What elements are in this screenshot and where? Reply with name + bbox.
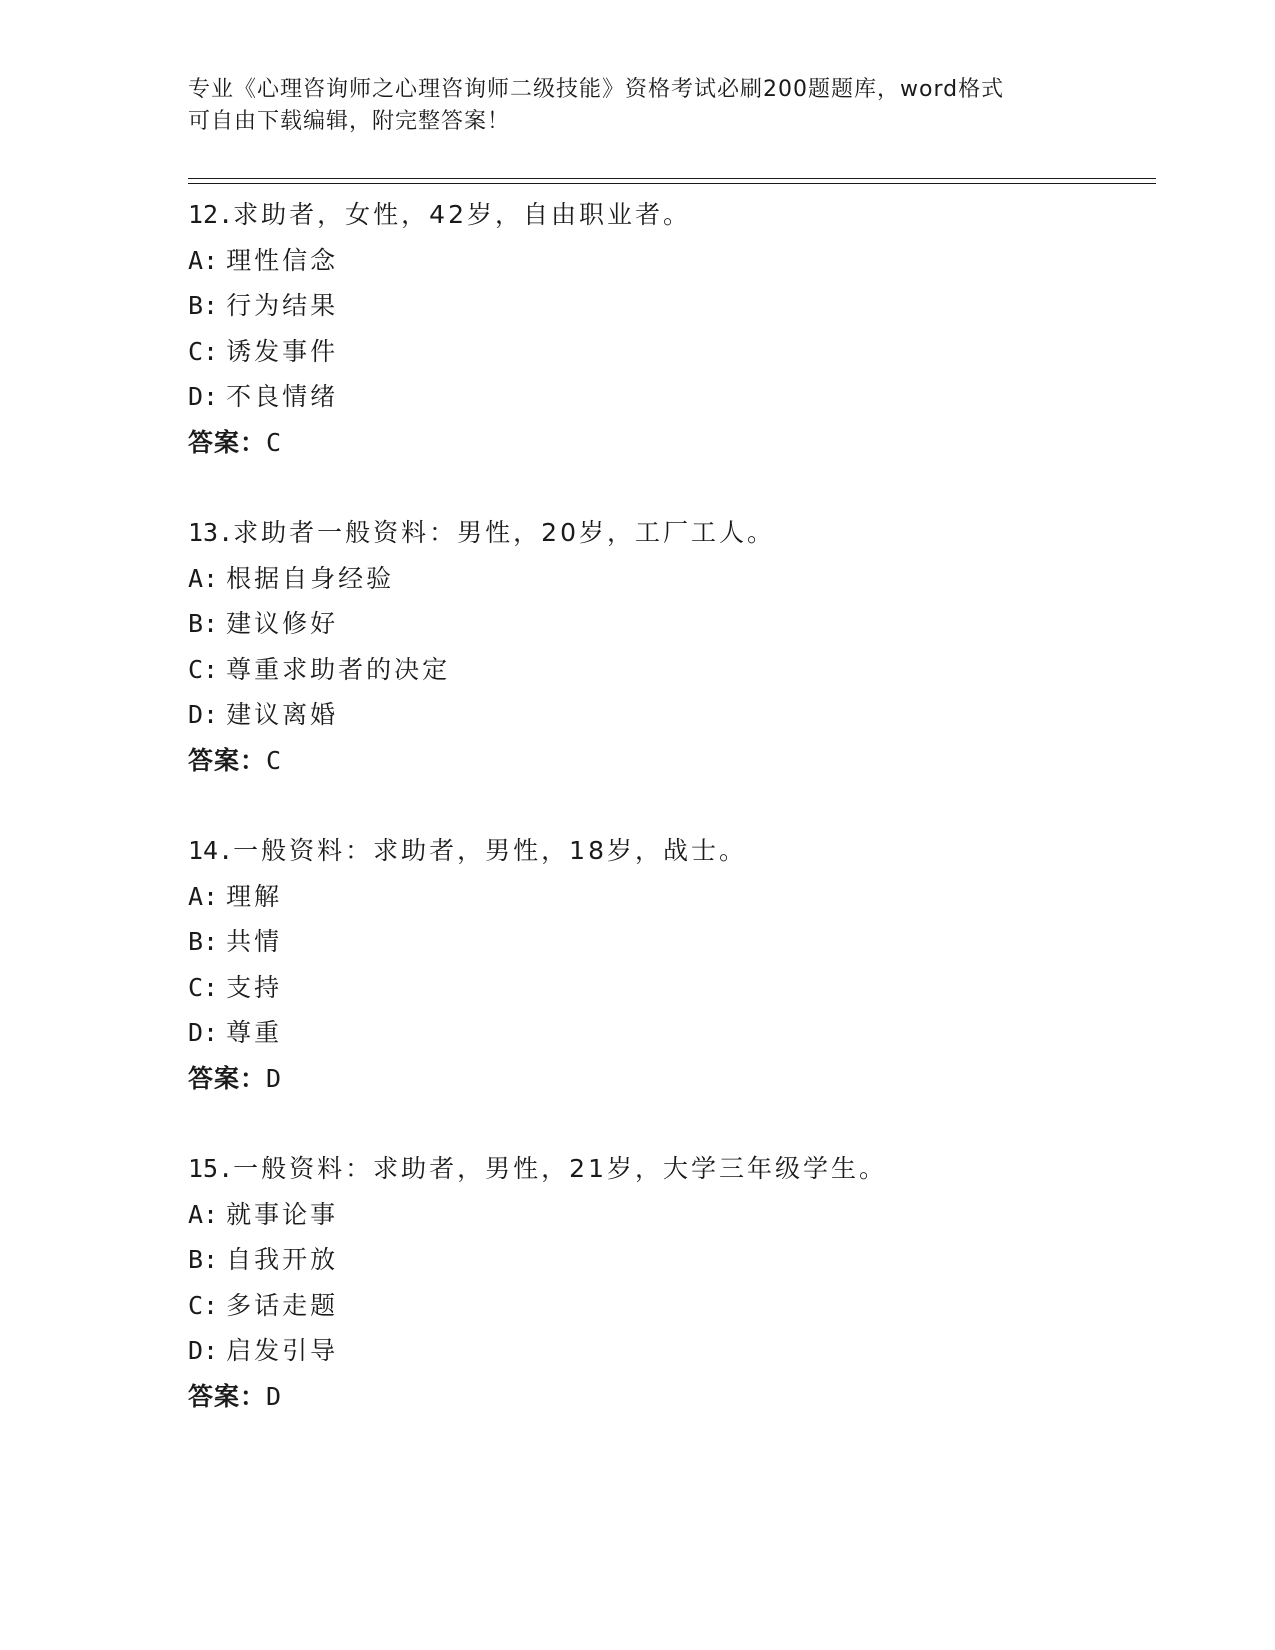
- question-stem: [188, 510, 1156, 556]
- option-a: [188, 874, 1156, 920]
- option-c: [188, 329, 1156, 375]
- option-d: [188, 374, 1156, 420]
- option-text: 尊重: [226, 1018, 283, 1047]
- option-b: [188, 601, 1156, 647]
- question-number: 15.: [188, 1154, 234, 1183]
- option-text: 自我开放: [226, 1245, 339, 1274]
- option-text: 就事论事: [226, 1199, 339, 1229]
- option-key: D:: [188, 1336, 219, 1365]
- question-stem: [188, 192, 1156, 238]
- answer-value: D: [266, 1063, 283, 1093]
- option-key: A:: [188, 881, 219, 911]
- question-15: [188, 1146, 1156, 1419]
- answer-value: C: [266, 745, 283, 775]
- question-13: [188, 510, 1156, 783]
- option-text: 建议离婚: [226, 700, 339, 729]
- option-text: 理性信念: [226, 245, 339, 275]
- option-a: [188, 556, 1156, 602]
- answer-value: C: [266, 427, 283, 457]
- option-text: 诱发事件: [226, 336, 339, 366]
- option-a: [188, 238, 1156, 284]
- question-stem: [188, 828, 1156, 874]
- question-list: [188, 192, 1156, 1464]
- option-c: [188, 647, 1156, 693]
- option-b: [188, 283, 1156, 329]
- header-divider: [188, 178, 1156, 184]
- question-text: 求助者一般资料：男性，20岁，工厂工人。: [233, 518, 775, 547]
- option-key: A:: [188, 563, 219, 593]
- answer-label: 答案：: [188, 1063, 267, 1093]
- option-key: C:: [188, 654, 219, 684]
- header-title-line-2: 可自由下载编辑，附完整答案！: [188, 109, 511, 134]
- option-text: 行为结果: [226, 291, 339, 320]
- question-12: [188, 192, 1156, 465]
- header-title-line-1: 专业《心理咨询师之心理咨询师二级技能》资格考试必刷200题题库，word格式: [188, 77, 1005, 102]
- option-key: B:: [188, 291, 219, 320]
- option-c: [188, 965, 1156, 1011]
- option-text: 不良情绪: [226, 382, 339, 411]
- answer-line: [188, 1056, 1156, 1102]
- option-key: A:: [188, 1199, 219, 1229]
- option-text: 根据自身经验: [226, 563, 395, 593]
- answer-label: 答案：: [188, 1381, 267, 1411]
- option-d: [188, 1328, 1156, 1374]
- answer-label: 答案：: [188, 427, 267, 457]
- option-text: 启发引导: [226, 1336, 339, 1365]
- option-text: 多话走题: [226, 1290, 339, 1320]
- option-d: [188, 1010, 1156, 1056]
- option-key: B:: [188, 927, 219, 956]
- option-key: B:: [188, 609, 219, 638]
- option-key: C:: [188, 1290, 219, 1320]
- answer-label: 答案：: [188, 745, 267, 775]
- question-number: 12.: [188, 200, 234, 229]
- question-14: [188, 828, 1156, 1101]
- option-key: D:: [188, 1018, 219, 1047]
- question-number: 13.: [188, 518, 234, 547]
- answer-value: D: [266, 1381, 283, 1411]
- question-number: 14.: [188, 836, 234, 865]
- option-a: [188, 1192, 1156, 1238]
- question-stem: [188, 1146, 1156, 1192]
- option-key: A:: [188, 245, 219, 275]
- answer-line: [188, 1374, 1156, 1420]
- option-key: D:: [188, 382, 219, 411]
- option-text: 支持: [226, 972, 283, 1002]
- answer-line: [188, 738, 1156, 784]
- question-text: 一般资料：求助者，男性，18岁，战士。: [233, 836, 747, 865]
- question-text: 求助者，女性，42岁，自由职业者。: [233, 200, 691, 229]
- option-text: 建议修好: [226, 609, 339, 638]
- option-text: 尊重求助者的决定: [226, 654, 451, 684]
- option-key: B:: [188, 1245, 219, 1274]
- question-text: 一般资料：求助者，男性，21岁，大学三年级学生。: [233, 1154, 887, 1183]
- option-key: D:: [188, 700, 219, 729]
- option-text: 共情: [226, 927, 283, 956]
- document-header: [188, 74, 1088, 138]
- answer-line: [188, 420, 1156, 466]
- option-key: C:: [188, 972, 219, 1002]
- option-b: [188, 1237, 1156, 1283]
- option-text: 理解: [226, 881, 283, 911]
- option-d: [188, 692, 1156, 738]
- option-b: [188, 919, 1156, 965]
- option-c: [188, 1283, 1156, 1329]
- option-key: C:: [188, 336, 219, 366]
